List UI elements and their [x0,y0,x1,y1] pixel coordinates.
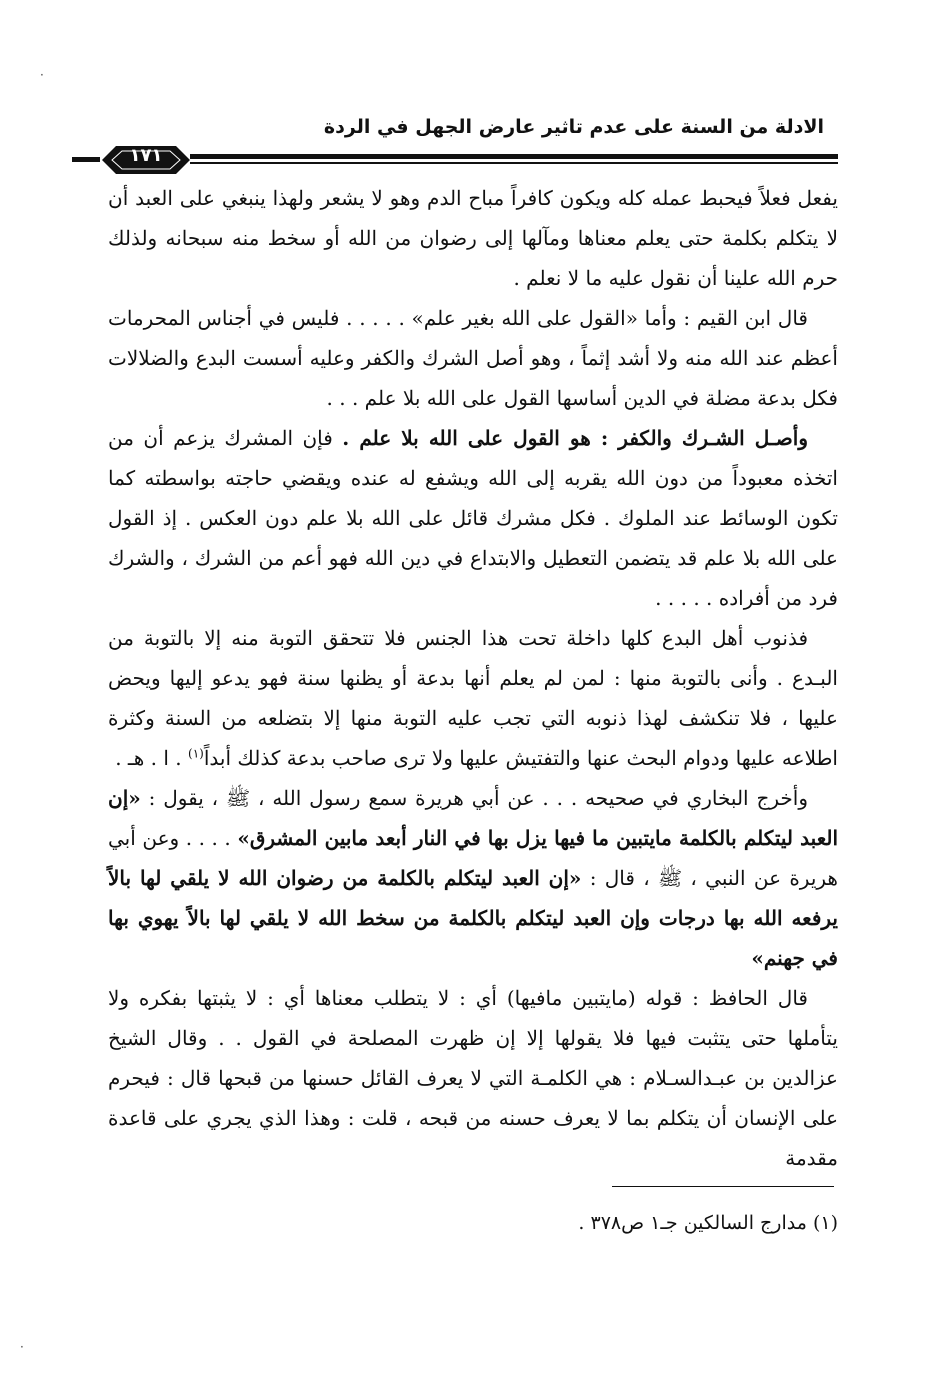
header-rule-tail [72,157,100,162]
running-title: الادلة من السنة على عدم تاثير عارض الجهل في الردة [323,116,824,138]
page-number: ١٧١ [129,145,163,166]
text-run: يفعل فعلاً فيحبط عمله كله ويكون كافراً مباح الدم وهو لا يشعر ولهذا ينبغي على العبد أن لا يتكلم بكلمة حتى يعلم معناها ومآلها إلى رضوان من الله أو سخط منه سبحانه ولذلك حرم الله علينا أن نقول عليه ما لا نعلم . [108,186,838,290]
paragraph [108,418,838,618]
bold-quote: «إن العبد ليتكلم بالكلمة من رضوان الله لا يلقي لها بالاً يرفعه الله بها درجات وإن العبد ليتكلم بالكلمة من سخط الله لا يلقي لها بالاً يهوي بها في جهنم» [108,866,838,970]
text-run: . . . . وعن أبي هريرة عن النبي ، ﷺ ، قال : [108,826,838,890]
text-run: وأخرج البخاري في صحيحه . . . عن أبي هريرة سمع رسول الله ، ﷺ ، يقول : [140,786,808,810]
text-run: فذنوب أهل البدع كلها داخلة تحت هذا الجنس فلا تتحقق التوبة منه إلا بالتوبة من البـدع . وأنى بالتوبة منها : لمن لم يعلم أنها بدعة أو يظنها سنة فهو يدعو إليها ويحض عليها ، فلا تنكشف لهذا ذنوبه التي تجب عليه التوبة منها إلا بتضلعه من السنة وكثرة اطلاعه عليها ودوام البحث عنها والتفتيش عليها ولا ترى صاحب بدعة كذلك أبداً [108,626,838,770]
footnote: (١) مدارج السالكين جـ١ ص٣٧٨ . [578,1212,838,1234]
paragraph [108,298,838,418]
header-rule [190,154,838,159]
bold-quote: وأصـل الشـرك والكفر : هو القول على الله بلا علم . [342,426,809,450]
paragraph [108,178,838,298]
footnote-ref: (١) [188,746,204,761]
scan-mark: · [20,1340,24,1354]
paragraph [108,978,838,1178]
text-run: . ا . هـ . [115,746,189,770]
header-rule-thin [190,162,838,164]
text-run: قال الحافظ : قوله (مايتبين مافيها) أي : لا يتطلب معناها أي : لا يثبتها بفكره ولا يتأملها حتى يتثبت فيها فلا يقولها إلا إن ظهرت المصلحة في القول . . وقال الشيخ عزالدين بن عبـدالسـلام : هي الكلمـة التي لا يعرف القائل حسنها من قبحها قال : فيحرم على الإنسان أن يتكلم بما لا يعرف حسنه من قبحه ، قلت : وهذا الذي يجري على قاعدة مقدمة [108,986,839,1170]
footnote-rule [612,1186,834,1187]
scan-mark: · [40,68,44,82]
text-run: فإن المشرك يزعم أن من اتخذه معبوداً من دون الله يقربه إلى الله ويشفع له عنده ويقضي حاجته بواسطته كما تكون الوسائط عند الملوك . فكل مشرك قائل على الله بلا علم دون العكس . إذ القول على الله بلا علم قد يتضمن التعطيل والابتداع في دين الله فهو أعم من الشرك ، والشرك فرد من أفراده . . . . . [108,426,838,610]
body-text [108,178,838,1178]
page-number-badge [102,142,190,178]
paragraph [108,778,838,978]
text-run: قال ابن القيم : وأما «القول على الله بغير علم» . . . . . فليس في أجناس المحرمات أعظم عند الله منه ولا أشد إثماً ، وهو أصل الشرك والكفر وعليه أسست البدع والضلالات فكل بدعة مضلة في الدين أساسها القول على الله بلا علم . . . [108,306,838,410]
paragraph [108,618,838,778]
bold-quote: «إن العبد ليتكلم بالكلمة مايتبين ما فيها يزل بها في النار أبعد مابين المشرق» [108,786,838,850]
